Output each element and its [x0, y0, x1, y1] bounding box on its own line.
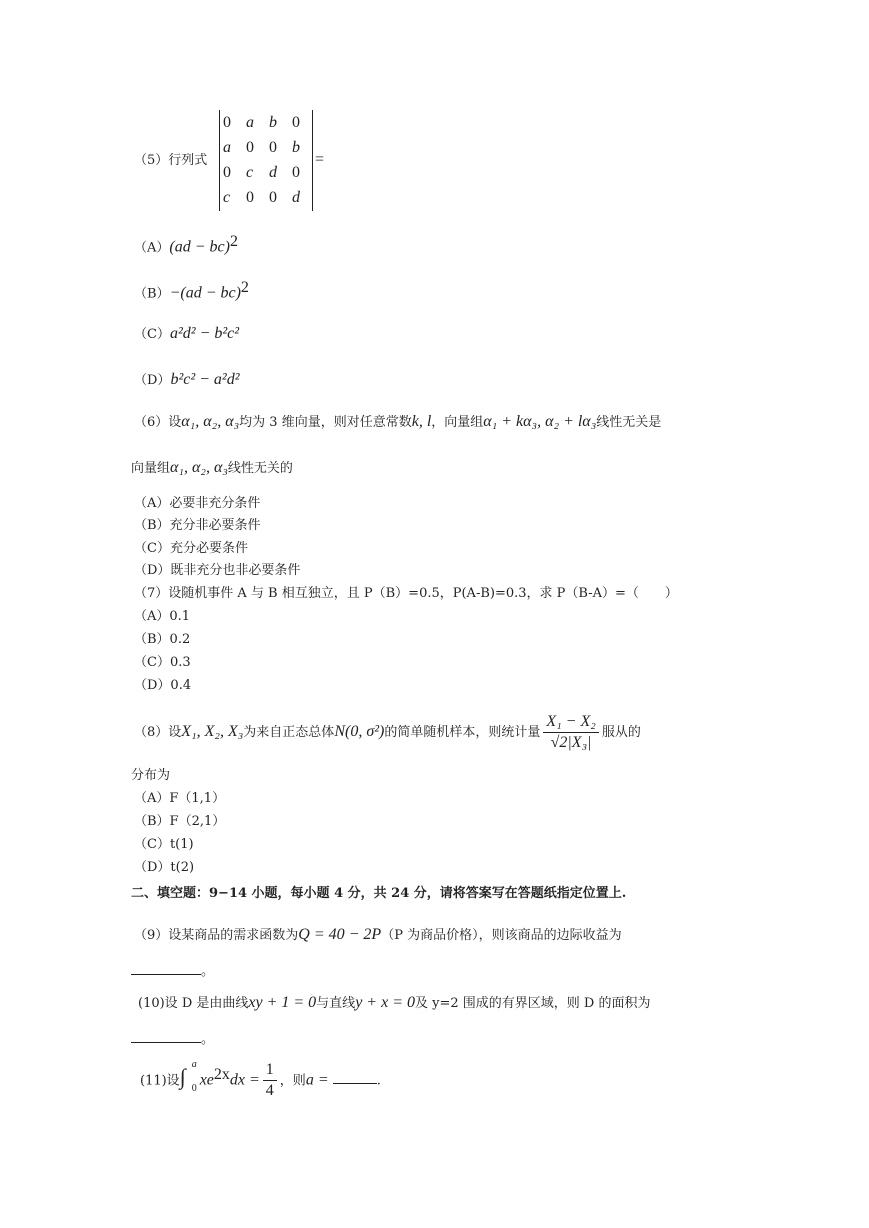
- matrix-cell: d: [292, 189, 300, 207]
- matrix-cell: c: [223, 189, 231, 207]
- q6-option-d: （D）既非充分也非必要条件: [134, 563, 301, 578]
- q10-blank: [131, 1030, 201, 1043]
- determinant-matrix: [219, 110, 313, 211]
- matrix-cell: 0: [223, 164, 231, 182]
- q7-option-b: （B）0.2: [134, 632, 191, 647]
- q8-option-c: （C）t(1): [134, 837, 194, 852]
- matrix-cell: 0: [246, 189, 254, 207]
- q7-option-d: （D）0.4: [134, 678, 192, 693]
- matrix-cell: c: [246, 164, 254, 182]
- q5-option-b: （B）−(ad − bc)$^2$: [134, 279, 249, 302]
- q5-option-a: （A）(ad − bc)$^2$: [134, 233, 238, 256]
- q11-blank: [333, 1071, 377, 1084]
- q9-line1: （9）设某商品的需求函数为Q = 40 − 2P（P 为商品价格），则该商品的边际收益为: [134, 926, 622, 943]
- q5-equals: =: [315, 151, 325, 168]
- q6-option-a: （A）必要非充分条件: [134, 496, 261, 511]
- q9-blank: [131, 962, 201, 975]
- matrix-cell: 0: [292, 164, 300, 182]
- q6-option-b: （B）充分非必要条件: [134, 518, 261, 533]
- matrix-cell: b: [269, 113, 277, 131]
- matrix-cell: a: [246, 113, 254, 131]
- matrix-cell: 0: [223, 113, 231, 131]
- q8-line2: 分布为: [131, 768, 171, 783]
- q9-answer-line: 。: [131, 962, 214, 981]
- matrix-cell: 0: [269, 138, 277, 156]
- q8-option-b: （B）F（2,1）: [134, 814, 226, 829]
- section-2-heading: 二、填空题：9−14 小题，每小题 4 分，共 24 分，请将答案写在答题纸指定位置上.: [131, 886, 627, 901]
- q7-question: （7）设随机事件 A 与 B 相互独立，且 P（B）=0.5，P(A-B)=0.3，求 P（B-A）=（ ）: [134, 586, 678, 601]
- statistic-fraction: $\frac{\text{X₁ − X₂}}{\text{√2|X₃|}}$: [543, 712, 598, 753]
- q5-option-d: （D）b²c² − a²d²: [134, 371, 240, 388]
- matrix-cell: b: [292, 138, 300, 156]
- q8-line1: （8）设X₁, X₂, X₃为来自正态总体N(0, σ²)的简单随机样本，则统计量 $\frac{\text{X₁ − X₂}}{\text{√2|X₃|}}$ 服从的: [134, 713, 641, 751]
- q10-line1: (10)设 D 是由曲线xy + 1 = 0与直线y + x = 0及 y=2 围成的有界区域，则 D 的面积为: [138, 994, 651, 1011]
- matrix-cell: 0: [246, 138, 254, 156]
- q11-line: (11)设∫ a 0 $xe^{2x}dx$ = $\frac{1}{4}$ ，则a = .: [140, 1050, 381, 1100]
- q6-line1: （6）设α₁, α₂, α₃均为 3 维向量，则对任意常数k, l，向量组α₁ + kα₃, α₂ + lα₃线性无关是: [134, 413, 662, 430]
- q11-fraction: $\frac{1}{4}$: [263, 1060, 277, 1101]
- matrix-cell: d: [269, 164, 277, 182]
- q5-option-c: （C）a²d² − b²c²: [134, 325, 240, 342]
- q6-line2: 向量组α₁, α₂, α₃线性无关的: [131, 459, 293, 476]
- q7-option-c: （C）0.3: [134, 655, 191, 670]
- matrix-cell: 0: [269, 189, 277, 207]
- integral-sign: ∫ a 0: [179, 1059, 197, 1095]
- q5-prefix: （5）行列式: [134, 153, 208, 168]
- matrix-cell: a: [223, 138, 231, 156]
- q6-option-c: （C）充分必要条件: [134, 541, 248, 556]
- q8-option-a: （A）F（1,1）: [134, 791, 226, 806]
- q8-option-d: （D）t(2): [134, 860, 195, 875]
- q7-option-a: （A）0.1: [134, 609, 191, 624]
- q10-answer-line: 。: [131, 1030, 214, 1049]
- matrix-cell: 0: [292, 113, 300, 131]
